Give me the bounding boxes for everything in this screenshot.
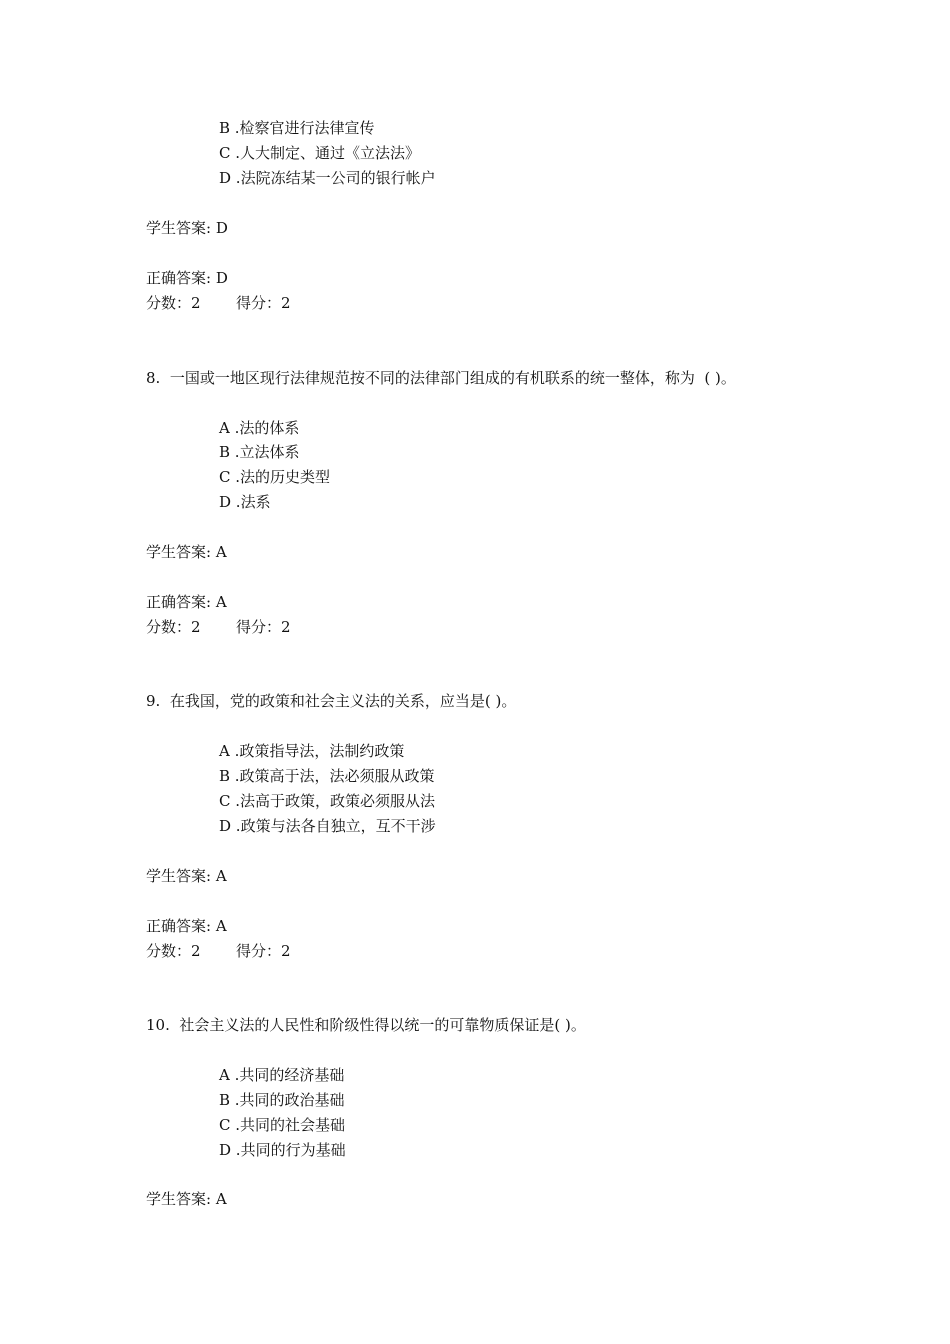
q9-student-answer: 学生答案: A [146,867,227,885]
q10-option-c: C .共同的社会基础 [219,1116,346,1134]
q8-option-c: C .法的历史类型 [219,468,331,486]
q10-student-answer: 学生答案: A [146,1190,227,1208]
q7-earned: 得分：2 [236,294,291,312]
q9-option-a: A .政策指导法，法制约政策 [219,742,405,760]
q7-option-c: C .人大制定、通过《立法法》 [219,144,421,162]
q8-option-d: D .法系 [219,493,271,511]
q8-score: 分数：2 [146,618,201,636]
q8-student-answer: 学生答案: A [146,543,227,561]
q8-correct-answer: 正确答案: A [146,593,227,611]
q9-option-d: D .政策与法各自独立，互不干涉 [219,817,436,835]
q8-question: 8. 一国或一地区现行法律规范按不同的法律部门组成的有机联系的统一整体，称为 ( )。 [146,369,736,387]
q9-option-b: B .政策高于法，法必须服从政策 [219,767,435,785]
q7-score: 分数：2 [146,294,201,312]
q9-earned: 得分：2 [236,942,291,960]
q9-question: 9. 在我国，党的政策和社会主义法的关系，应当是( )。 [146,692,517,710]
q10-question: 10. 社会主义法的人民性和阶级性得以统一的可靠物质保证是( )。 [146,1016,586,1034]
q8-option-a: A .法的体系 [219,419,300,437]
q7-student-answer: 学生答案: D [146,219,228,237]
q8-earned: 得分：2 [236,618,291,636]
q7-option-b: B .检察官进行法律宣传 [219,119,375,137]
q8-option-b: B .立法体系 [219,443,300,461]
q10-option-a: A .共同的经济基础 [219,1066,345,1084]
q9-correct-answer: 正确答案: A [146,917,227,935]
q9-score: 分数：2 [146,942,201,960]
q7-option-d: D .法院冻结某一公司的银行帐户 [219,169,436,187]
q7-correct-answer: 正确答案: D [146,269,228,287]
q10-option-d: D .共同的行为基础 [219,1141,346,1159]
q9-option-c: C .法高于政策，政策必须服从法 [219,792,436,810]
q10-option-b: B .共同的政治基础 [219,1091,345,1109]
